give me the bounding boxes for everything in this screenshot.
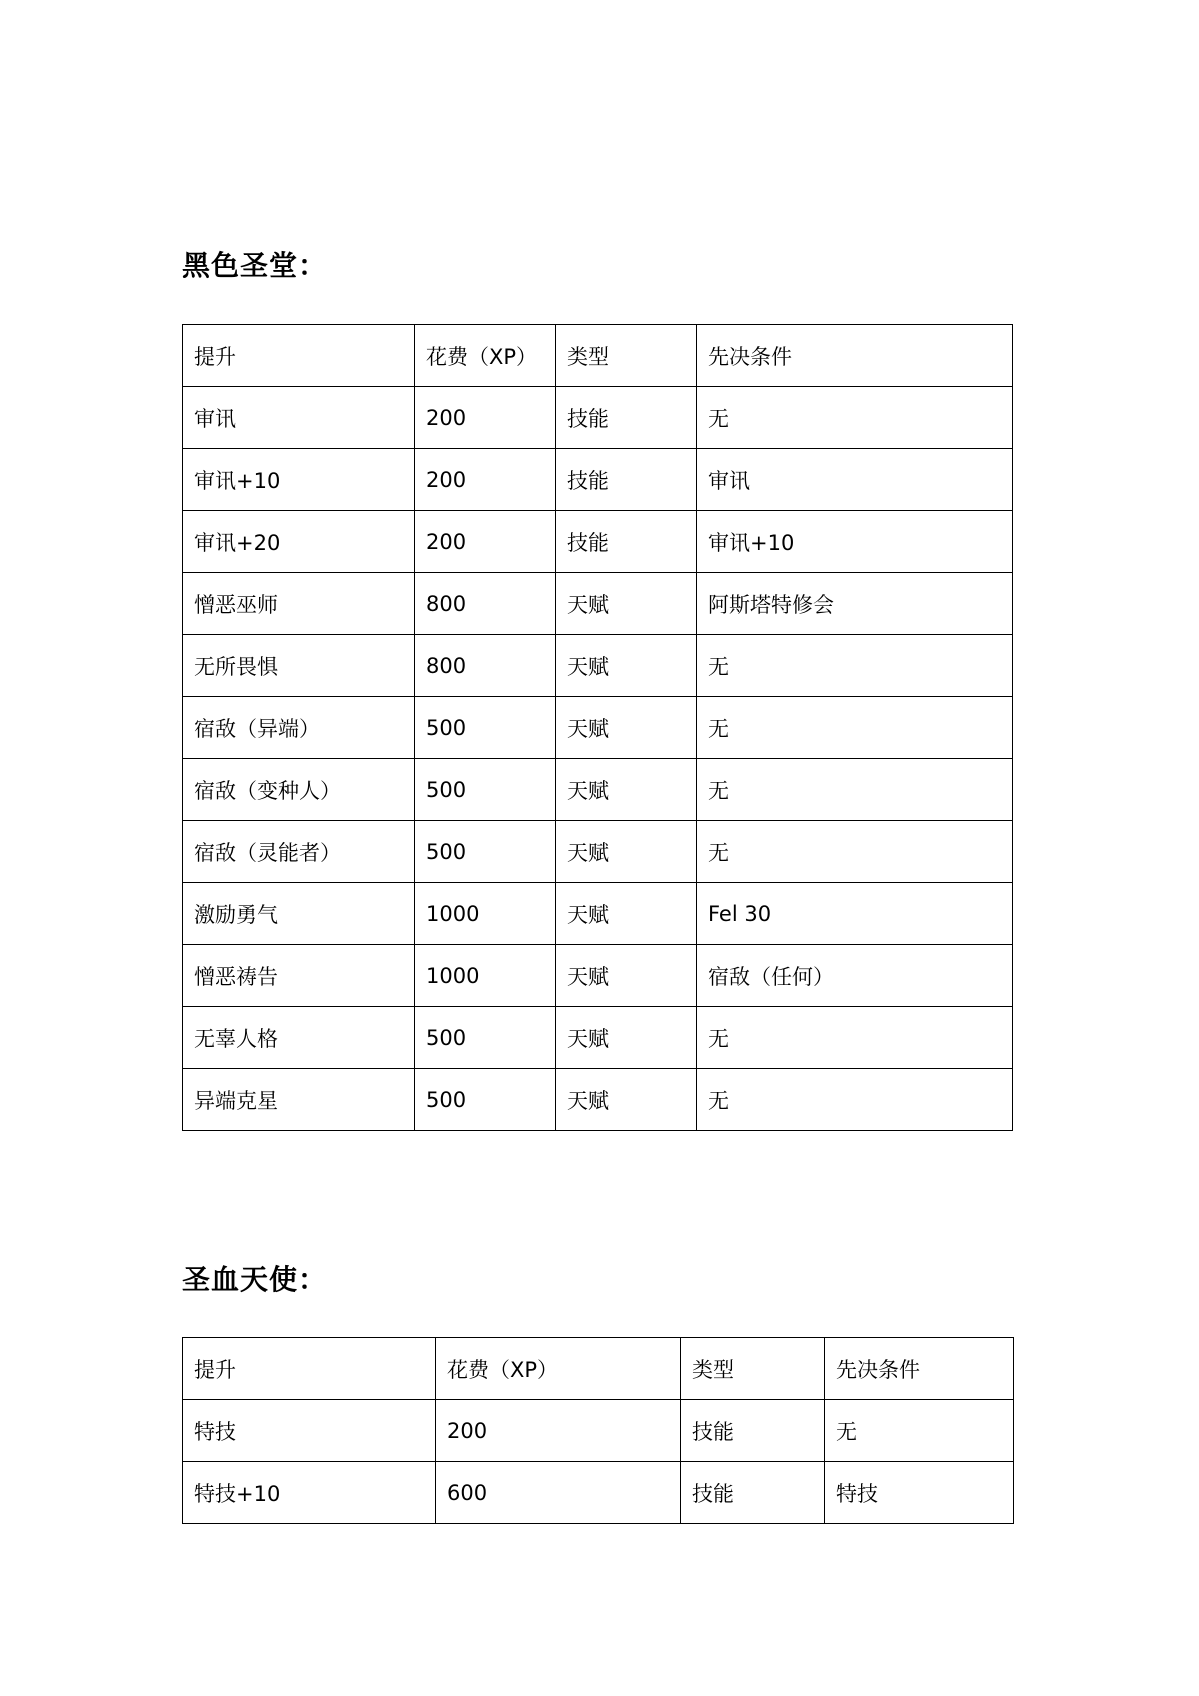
cell-prerequisite: 审讯 xyxy=(697,449,1013,511)
cell-upgrade: 审讯+10 xyxy=(183,449,415,511)
cell-prerequisite: 无 xyxy=(697,759,1013,821)
table-header-row xyxy=(183,1338,1014,1400)
table-row xyxy=(183,1007,1013,1069)
header-cell-upgrade: 提升 xyxy=(183,1338,436,1400)
cell-cost: 500 xyxy=(415,821,556,883)
table-row xyxy=(183,635,1013,697)
cell-type: 天赋 xyxy=(556,883,697,945)
header-cell-cost: 花费（XP） xyxy=(415,325,556,387)
cell-cost: 500 xyxy=(415,759,556,821)
table-row xyxy=(183,1462,1014,1524)
cell-prerequisite: 无 xyxy=(697,697,1013,759)
cell-upgrade: 审讯 xyxy=(183,387,415,449)
cell-cost: 200 xyxy=(415,449,556,511)
cell-cost: 200 xyxy=(415,511,556,573)
table-row xyxy=(183,1069,1013,1131)
cell-type: 天赋 xyxy=(556,945,697,1007)
cell-type: 天赋 xyxy=(556,1069,697,1131)
cell-upgrade: 无所畏惧 xyxy=(183,635,415,697)
cell-type: 天赋 xyxy=(556,821,697,883)
cell-type: 技能 xyxy=(681,1462,825,1524)
cell-upgrade: 憎恶祷告 xyxy=(183,945,415,1007)
cell-type: 天赋 xyxy=(556,759,697,821)
cell-type: 天赋 xyxy=(556,573,697,635)
cell-upgrade: 审讯+20 xyxy=(183,511,415,573)
cell-type: 天赋 xyxy=(556,635,697,697)
header-cell-type: 类型 xyxy=(681,1338,825,1400)
cell-type: 技能 xyxy=(681,1400,825,1462)
cell-upgrade: 异端克星 xyxy=(183,1069,415,1131)
table-row xyxy=(183,387,1013,449)
cell-cost: 200 xyxy=(415,387,556,449)
cell-prerequisite: 无 xyxy=(697,387,1013,449)
table-row xyxy=(183,883,1013,945)
cell-prerequisite: 无 xyxy=(697,1069,1013,1131)
section-title-blood-angels: 圣血天使： xyxy=(182,1263,328,1296)
cell-upgrade: 憎恶巫师 xyxy=(183,573,415,635)
cell-cost: 1000 xyxy=(415,883,556,945)
cell-upgrade: 宿敌（变种人） xyxy=(183,759,415,821)
header-cell-cost: 花费（XP） xyxy=(436,1338,681,1400)
cell-prerequisite: 特技 xyxy=(825,1462,1014,1524)
cell-cost: 500 xyxy=(415,1069,556,1131)
cell-upgrade: 特技 xyxy=(183,1400,436,1462)
table-row xyxy=(183,511,1013,573)
cell-cost: 800 xyxy=(415,635,556,697)
cell-cost: 800 xyxy=(415,573,556,635)
header-cell-type: 类型 xyxy=(556,325,697,387)
table-row xyxy=(183,697,1013,759)
cell-cost: 500 xyxy=(415,697,556,759)
upgrade-table-blood-angels xyxy=(182,1337,1014,1524)
cell-prerequisite: 无 xyxy=(697,821,1013,883)
cell-cost: 200 xyxy=(436,1400,681,1462)
cell-prerequisite: 审讯+10 xyxy=(697,511,1013,573)
cell-upgrade: 宿敌（异端） xyxy=(183,697,415,759)
cell-upgrade: 无辜人格 xyxy=(183,1007,415,1069)
table-row xyxy=(183,449,1013,511)
cell-cost: 500 xyxy=(415,1007,556,1069)
cell-upgrade: 激励勇气 xyxy=(183,883,415,945)
cell-upgrade: 宿敌（灵能者） xyxy=(183,821,415,883)
cell-type: 技能 xyxy=(556,511,697,573)
cell-type: 天赋 xyxy=(556,697,697,759)
table-header-row xyxy=(183,325,1013,387)
cell-prerequisite: Fel 30 xyxy=(697,883,1013,945)
cell-cost: 1000 xyxy=(415,945,556,1007)
cell-cost: 600 xyxy=(436,1462,681,1524)
cell-prerequisite: 无 xyxy=(825,1400,1014,1462)
header-cell-prerequisite: 先决条件 xyxy=(697,325,1013,387)
cell-prerequisite: 无 xyxy=(697,635,1013,697)
cell-prerequisite: 阿斯塔特修会 xyxy=(697,573,1013,635)
cell-type: 技能 xyxy=(556,449,697,511)
table-row xyxy=(183,573,1013,635)
cell-prerequisite: 无 xyxy=(697,1007,1013,1069)
cell-type: 天赋 xyxy=(556,1007,697,1069)
header-cell-prerequisite: 先决条件 xyxy=(825,1338,1014,1400)
table-row xyxy=(183,759,1013,821)
table-row xyxy=(183,821,1013,883)
cell-upgrade: 特技+10 xyxy=(183,1462,436,1524)
header-cell-upgrade: 提升 xyxy=(183,325,415,387)
table-row xyxy=(183,945,1013,1007)
upgrade-table-black-templars xyxy=(182,324,1013,1131)
table-row xyxy=(183,1400,1014,1462)
section-title-black-templars: 黑色圣堂： xyxy=(182,249,328,282)
cell-type: 技能 xyxy=(556,387,697,449)
cell-prerequisite: 宿敌（任何） xyxy=(697,945,1013,1007)
